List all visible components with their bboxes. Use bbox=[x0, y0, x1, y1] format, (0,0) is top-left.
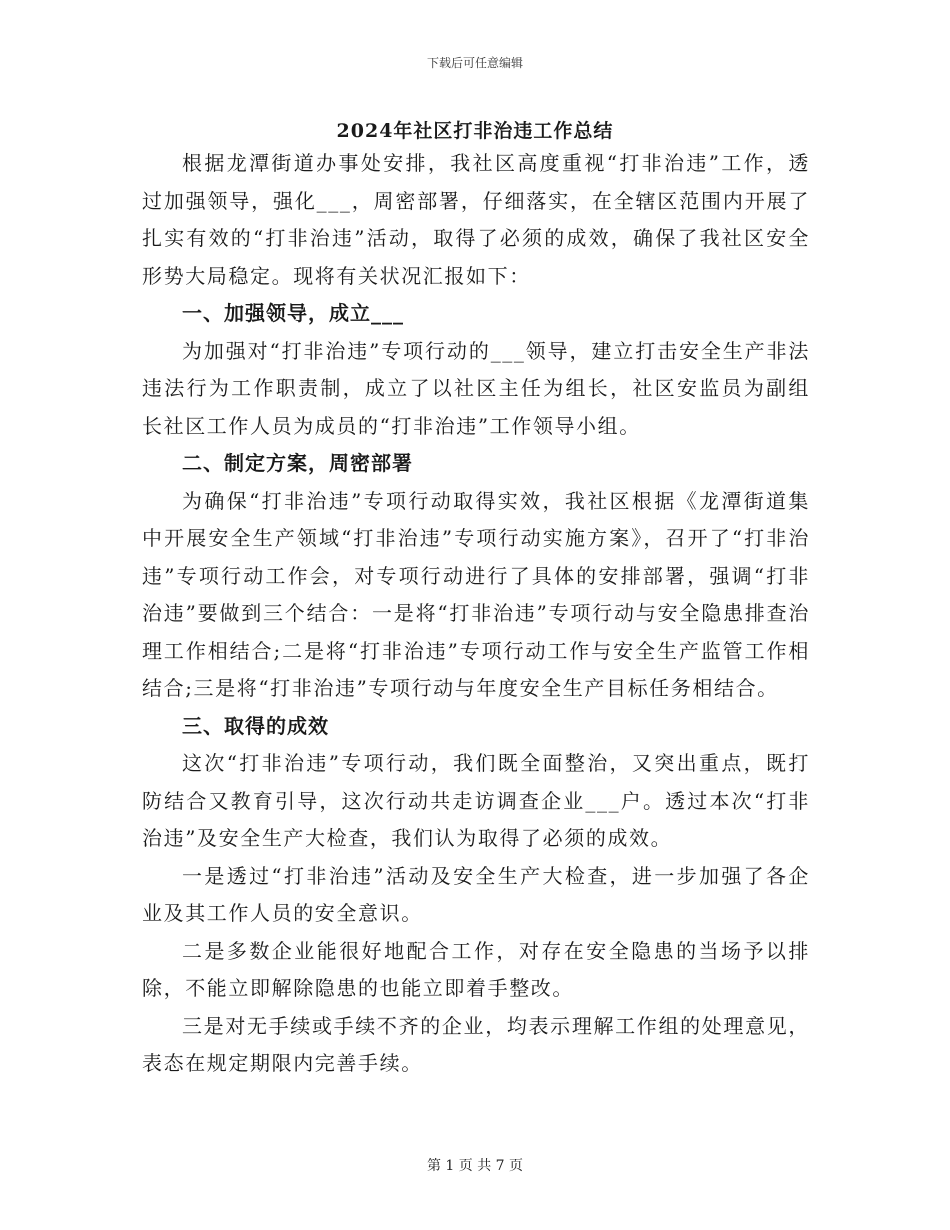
document-title: 2024年社区打非治违工作总结 bbox=[336, 120, 614, 142]
section-3-body: 这次“打非治违”专项行动，我们既全面整治，又突出重点，既打防结合又教育引导，这次行动共走访调查企业___户。透过本次“打非治违”及安全生产大检查，我们认为取得了必须的成效。 bbox=[142, 751, 810, 850]
section-3-point-1: 一是透过“打非治违”活动及安全生产大检查，进一步加强了各企业及其工作人员的安全意识。 bbox=[142, 863, 810, 925]
page-number: 第 1 页 共 7 页 bbox=[426, 1158, 524, 1174]
section-3-point-2: 二是多数企业能很好地配合工作，对存在安全隐患的当场予以排除，不能立即解除隐患的也能立即着手整改。 bbox=[142, 938, 810, 1000]
section-2-heading: 二、制定方案，周密部署 bbox=[182, 451, 413, 475]
intro-paragraph: 根据龙潭街道办事处安排，我社区高度重视“打非治违”工作，透过加强领导，强化___，周密部署，仔细落实，在全辖区范围内开展了扎实有效的“打非治违”活动，取得了必须的成效，确保了我社区安全形势大局稳定。现将有关状况汇报如下： bbox=[142, 151, 810, 288]
section-1-heading: 一、加强领导，成立___ bbox=[182, 301, 404, 325]
section-3-point-3: 三是对无手续或手续不齐的企业，均表示理解工作组的处理意见，表态在规定期限内完善手续。 bbox=[142, 1013, 810, 1075]
page-header-note: 下载后可任意编辑 bbox=[426, 56, 523, 70]
section-1-body: 为加强对“打非治违”专项行动的___领导，建立打击安全生产非法违法行为工作职责制，成立了以社区主任为组长，社区安监员为副组长社区工作人员为成员的“打非治违”工作领导小组。 bbox=[142, 338, 810, 438]
section-3-heading: 三、取得的成效 bbox=[182, 713, 329, 738]
document-body bbox=[142, 145, 810, 1083]
section-2-body: 为确保“打非治违”专项行动取得实效，我社区根据《龙潭街道集中开展安全生产领域“打非治违”专项行动实施方案》，召开了“打非治违”专项行动工作会，对专项行动进行了具体的安排部署，强调“打非治违”要做到三个结合：一是将“打非治违”专项行动与安全隐患排查治理工作相结合;二是将“打非治违”专项行动工作与安全生产监管工作相结合;三是将“打非治违”专项行动与年度安全生产目标任务相结合。 bbox=[142, 488, 810, 700]
